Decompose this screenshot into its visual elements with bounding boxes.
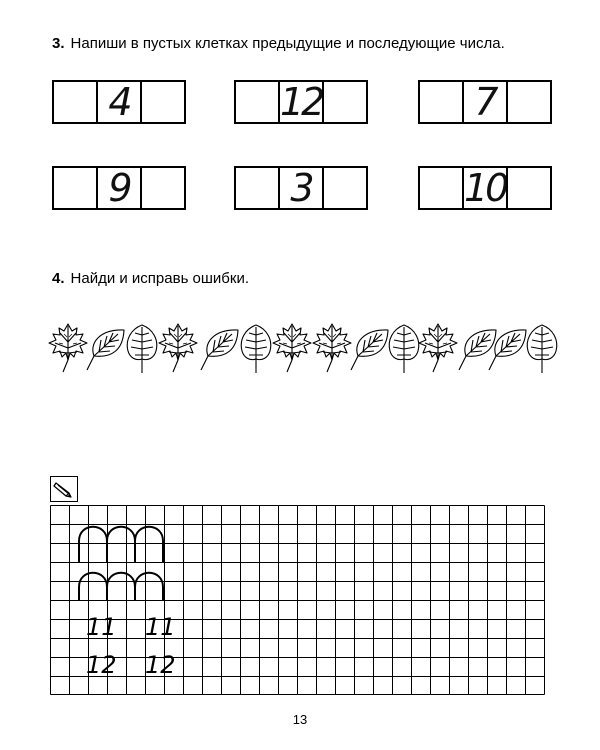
grid-lines	[51, 506, 545, 695]
given-number-cell	[278, 168, 322, 208]
task-4-title	[52, 270, 249, 287]
task-3-number: 3.	[52, 35, 65, 52]
previous-number-cell[interactable]	[236, 168, 278, 208]
given-number-cell	[96, 82, 140, 122]
given-number: 3	[290, 166, 312, 210]
copy-numbers	[86, 613, 176, 679]
leaf-3-linden	[127, 325, 157, 373]
page-number: 13	[292, 712, 308, 727]
copy-number: 12	[145, 651, 176, 679]
leaf-10-linden	[389, 325, 419, 373]
previous-number-cell[interactable]	[420, 82, 462, 122]
leaf-9-birch	[351, 330, 388, 370]
given-number: 7	[474, 80, 496, 124]
next-number-cell[interactable]	[506, 168, 550, 208]
arch	[107, 527, 135, 563]
leaf-6-linden	[241, 325, 271, 373]
arch-row-2	[79, 573, 163, 600]
leaf-7-maple	[273, 324, 311, 372]
next-number-cell[interactable]	[322, 168, 366, 208]
given-number: 9	[108, 166, 130, 210]
task-3-title	[52, 35, 505, 52]
next-number-cell[interactable]	[506, 82, 550, 122]
task-3-text: Напиши в пустых клетках предыдущие и последующие числа.	[70, 35, 505, 52]
given-number: 4	[108, 80, 130, 124]
number-box-3	[234, 166, 368, 210]
leaf-2-birch	[87, 330, 124, 370]
given-number: 12	[280, 80, 323, 124]
number-box-4	[52, 80, 186, 124]
next-number-cell[interactable]	[140, 82, 184, 122]
previous-number-cell[interactable]	[54, 82, 96, 122]
given-number: 10	[464, 166, 507, 210]
leaf-11-maple	[419, 324, 457, 372]
arch	[79, 527, 107, 563]
previous-number-cell[interactable]	[236, 82, 278, 122]
task-4-text: Найди и исправь ошибки.	[70, 270, 250, 287]
arch	[135, 527, 163, 563]
leaf-12-birch	[459, 330, 496, 370]
number-box-12	[234, 80, 368, 124]
arch	[107, 573, 135, 600]
copy-number: 11	[86, 613, 117, 641]
previous-number-cell[interactable]	[54, 168, 96, 208]
arch	[135, 573, 163, 600]
arch	[79, 573, 107, 600]
next-number-cell[interactable]	[322, 82, 366, 122]
given-number-cell	[278, 82, 322, 122]
number-box-7	[418, 80, 552, 124]
leaf-1-maple	[49, 324, 87, 372]
number-box-9	[52, 166, 186, 210]
pencil-icon	[50, 476, 78, 502]
leaf-pattern-row	[44, 318, 564, 378]
copy-number: 12	[86, 651, 117, 679]
leaf-13-birch	[489, 330, 526, 370]
leaf-5-birch	[201, 330, 238, 370]
previous-number-cell[interactable]	[420, 168, 462, 208]
task-4-number: 4.	[52, 270, 65, 287]
copybook-grid	[50, 505, 551, 695]
given-number-cell	[462, 82, 506, 122]
given-number-cell	[462, 168, 506, 208]
given-number-cell	[96, 168, 140, 208]
copy-number: 11	[145, 613, 176, 641]
pencil-icon-glyph	[51, 477, 76, 500]
arch-row-1	[79, 527, 163, 563]
next-number-cell[interactable]	[140, 168, 184, 208]
leaf-4-maple	[159, 324, 197, 372]
leaf-14-linden	[527, 325, 557, 373]
leaf-8-maple	[313, 324, 351, 372]
number-box-10	[418, 166, 552, 210]
